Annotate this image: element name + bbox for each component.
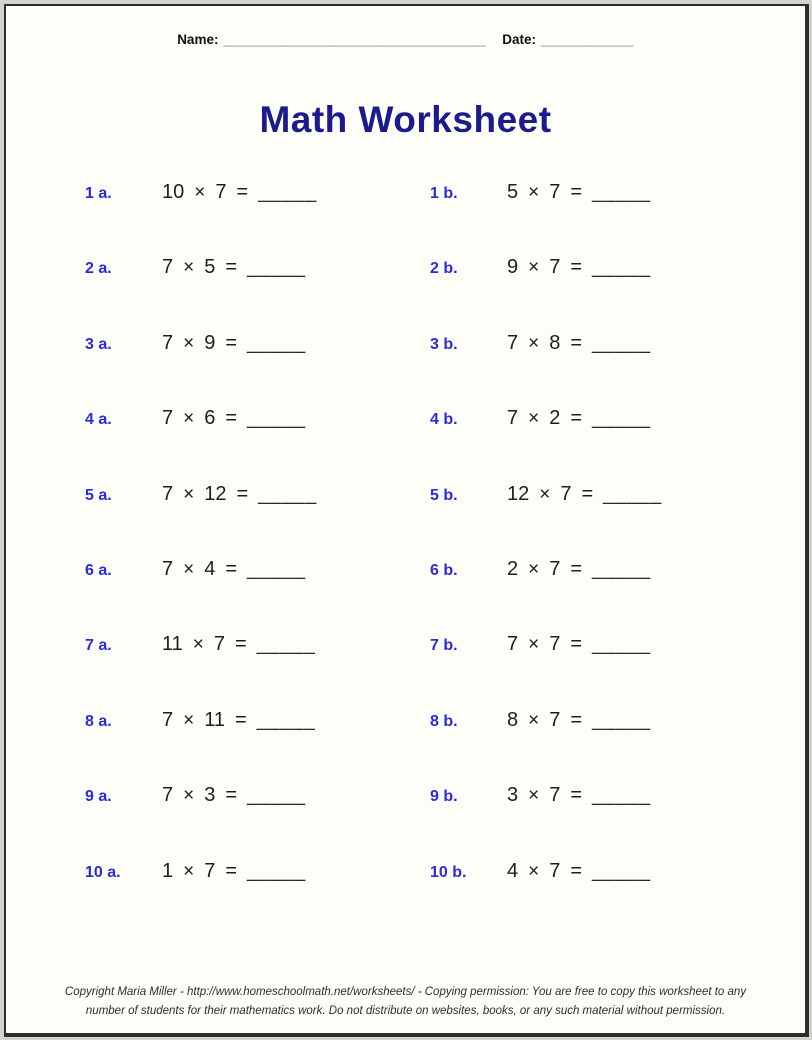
problem <box>85 784 430 859</box>
problem <box>85 860 430 935</box>
multiply-sign-icon: × <box>194 182 206 203</box>
problem-number: 7 b. <box>430 637 458 655</box>
problem <box>85 181 430 256</box>
operand-2: 11 <box>204 708 225 731</box>
equals-sign: = <box>235 633 247 656</box>
operand-2: 4 <box>204 557 216 580</box>
equation <box>507 633 651 656</box>
equation <box>162 483 317 506</box>
problem-number: 10 b. <box>430 863 467 881</box>
operand-2: 7 <box>549 181 561 203</box>
operand-2: 8 <box>549 331 561 354</box>
operand-1: 12 <box>507 482 530 505</box>
problem <box>430 483 805 558</box>
equals-sign: = <box>225 331 238 354</box>
equation <box>162 181 317 204</box>
operand-2: 7 <box>549 859 561 882</box>
name-label: Name: <box>177 32 219 47</box>
problem <box>430 407 805 482</box>
equals-sign: = <box>570 708 583 731</box>
problems-grid <box>85 181 805 935</box>
equation <box>162 332 306 355</box>
answer-blank: _____ <box>592 557 651 580</box>
equation <box>162 709 315 732</box>
operand-1: 7 <box>507 633 519 656</box>
multiply-sign-icon: × <box>192 634 204 656</box>
answer-blank: _____ <box>247 407 306 430</box>
problem <box>430 709 805 784</box>
date-label: Date: <box>502 32 537 47</box>
equals-sign: = <box>236 181 249 203</box>
answer-blank: _____ <box>247 256 306 279</box>
answer-blank: _____ <box>247 331 306 354</box>
multiply-sign-icon: × <box>183 257 195 279</box>
equation <box>507 860 651 883</box>
operand-2: 7 <box>213 633 225 656</box>
problem <box>430 181 805 256</box>
multiply-sign-icon: × <box>528 634 540 656</box>
operand-1: 11 <box>162 633 183 656</box>
operand-1: 7 <box>162 331 174 354</box>
multiply-sign-icon: × <box>528 257 540 279</box>
answer-blank: _____ <box>592 256 651 279</box>
problem-row <box>85 483 805 558</box>
answer-blank: _____ <box>592 708 651 731</box>
equation <box>162 860 306 883</box>
equals-sign: = <box>225 256 238 279</box>
problem <box>430 256 805 331</box>
problem-number: 2 b. <box>430 260 458 278</box>
equals-sign: = <box>570 331 583 354</box>
equals-sign: = <box>225 859 238 882</box>
equals-sign: = <box>570 256 583 279</box>
copyright-line-2: number of students for their mathematics work. Do not distribute on websites, books, or any such material without permission. <box>85 1004 726 1017</box>
equation <box>507 558 651 581</box>
copyright-line-1: Copyright Maria Miller - http://www.homeschoolmath.net/worksheets/ - Copying permission: You are free to copy this worksheet to any <box>64 986 747 998</box>
problem-number: 3 a. <box>85 335 112 353</box>
problem-number: 4 a. <box>85 411 112 429</box>
operand-1: 7 <box>162 708 174 731</box>
equals-sign: = <box>570 557 583 580</box>
problem <box>85 407 430 482</box>
worksheet-page <box>4 4 809 1037</box>
operand-2: 7 <box>549 708 561 731</box>
operand-2: 7 <box>549 557 561 580</box>
problem-row <box>85 558 805 633</box>
operand-1: 3 <box>507 784 519 807</box>
problem-number: 8 a. <box>85 712 112 730</box>
operand-1: 8 <box>507 708 519 731</box>
answer-blank: _____ <box>592 784 651 807</box>
problem-number: 5 a. <box>85 486 112 504</box>
multiply-sign-icon: × <box>183 785 195 807</box>
equation <box>507 407 651 430</box>
operand-2: 12 <box>204 482 227 505</box>
problem-number: 3 b. <box>430 335 458 353</box>
multiply-sign-icon: × <box>183 860 195 882</box>
problem-row <box>85 181 805 256</box>
problem <box>430 633 805 708</box>
equation <box>507 784 651 807</box>
multiply-sign-icon: × <box>539 483 551 505</box>
equation <box>507 181 651 204</box>
page-title: Math Worksheet <box>259 99 552 140</box>
multiply-sign-icon: × <box>183 332 195 354</box>
problem-number: 6 b. <box>430 561 458 579</box>
multiply-sign-icon: × <box>528 860 540 882</box>
equals-sign: = <box>570 633 583 656</box>
operand-1: 7 <box>507 331 519 354</box>
equation <box>507 256 651 279</box>
problem-number: 1 a. <box>85 185 112 202</box>
operand-1: 7 <box>507 407 519 430</box>
equals-sign: = <box>570 181 583 203</box>
problem <box>430 860 805 935</box>
problem-number: 1 b. <box>430 185 458 202</box>
operand-2: 7 <box>204 859 216 882</box>
multiply-sign-icon: × <box>528 709 540 731</box>
answer-blank: _____ <box>256 708 316 731</box>
operand-1: 7 <box>162 557 174 580</box>
operand-2: 7 <box>560 482 572 505</box>
equals-sign: = <box>570 407 583 430</box>
equation <box>162 407 306 430</box>
answer-blank: _____ <box>592 181 651 203</box>
problem <box>85 709 430 784</box>
problem <box>85 633 430 708</box>
problem-row <box>85 256 805 331</box>
equation <box>162 558 306 581</box>
equation <box>162 256 306 279</box>
name-blank-line: __________________________________ <box>223 32 487 47</box>
problem-number: 9 a. <box>85 788 112 806</box>
multiply-sign-icon: × <box>183 483 195 505</box>
answer-blank: _____ <box>592 859 651 882</box>
operand-2: 7 <box>549 633 561 656</box>
operand-2: 9 <box>204 331 216 354</box>
problem <box>85 483 430 558</box>
equals-sign: = <box>581 482 594 505</box>
equals-sign: = <box>225 784 238 807</box>
multiply-sign-icon: × <box>528 408 540 430</box>
operand-1: 5 <box>507 181 519 203</box>
operand-1: 7 <box>162 256 174 279</box>
problem-number: 6 a. <box>85 561 112 579</box>
multiply-sign-icon: × <box>528 182 540 203</box>
operand-1: 4 <box>507 859 519 882</box>
equals-sign: = <box>225 557 238 580</box>
problem-number: 2 a. <box>85 260 112 278</box>
operand-2: 3 <box>204 784 216 807</box>
equals-sign: = <box>225 407 238 430</box>
operand-2: 7 <box>549 256 561 279</box>
problem <box>85 256 430 331</box>
equals-sign: = <box>570 859 583 882</box>
problem <box>430 558 805 633</box>
equation <box>162 784 306 807</box>
copyright-footer <box>6 983 805 1020</box>
problem-number: 9 b. <box>430 788 458 806</box>
problem-row <box>85 784 805 859</box>
operand-2: 2 <box>549 407 561 430</box>
equation <box>162 633 315 656</box>
name-date-header <box>6 32 805 47</box>
equals-sign: = <box>236 482 249 505</box>
answer-blank: _____ <box>592 407 651 430</box>
multiply-sign-icon: × <box>183 408 195 430</box>
problem <box>430 784 805 859</box>
problem <box>85 332 430 407</box>
operand-2: 6 <box>204 407 216 430</box>
operand-1: 2 <box>507 557 519 580</box>
multiply-sign-icon: × <box>528 558 540 580</box>
multiply-sign-icon: × <box>528 332 540 354</box>
problem <box>85 558 430 633</box>
problem-row <box>85 407 805 482</box>
problem-row <box>85 860 805 935</box>
problem-number: 10 a. <box>85 863 121 881</box>
problem <box>430 332 805 407</box>
problem-number: 8 b. <box>430 712 458 730</box>
problem-row <box>85 709 805 784</box>
answer-blank: _____ <box>592 633 651 656</box>
answer-blank: _____ <box>592 331 651 354</box>
problem-row <box>85 332 805 407</box>
operand-1: 9 <box>507 256 519 279</box>
operand-1: 7 <box>162 407 174 430</box>
answer-blank: _____ <box>258 181 317 203</box>
operand-2: 7 <box>215 181 227 203</box>
operand-1: 10 <box>162 181 185 203</box>
multiply-sign-icon: × <box>183 709 195 731</box>
equation <box>507 709 651 732</box>
date-blank-line: ____________ <box>541 32 634 47</box>
multiply-sign-icon: × <box>183 558 195 580</box>
answer-blank: _____ <box>258 482 317 505</box>
equation <box>507 332 651 355</box>
operand-1: 1 <box>162 859 174 882</box>
operand-1: 7 <box>162 482 174 505</box>
answer-blank: _____ <box>256 633 316 656</box>
equals-sign: = <box>570 784 583 807</box>
problem-number: 4 b. <box>430 411 458 429</box>
operand-2: 7 <box>549 784 561 807</box>
multiply-sign-icon: × <box>528 785 540 807</box>
operand-2: 5 <box>204 256 216 279</box>
answer-blank: _____ <box>247 859 306 882</box>
equals-sign: = <box>235 708 247 731</box>
operand-1: 7 <box>162 784 174 807</box>
equation <box>507 483 662 506</box>
answer-blank: _____ <box>247 557 306 580</box>
answer-blank: _____ <box>247 784 306 807</box>
problem-number: 7 a. <box>85 637 112 655</box>
problem-number: 5 b. <box>430 486 458 504</box>
answer-blank: _____ <box>603 482 662 505</box>
problem-row <box>85 633 805 708</box>
